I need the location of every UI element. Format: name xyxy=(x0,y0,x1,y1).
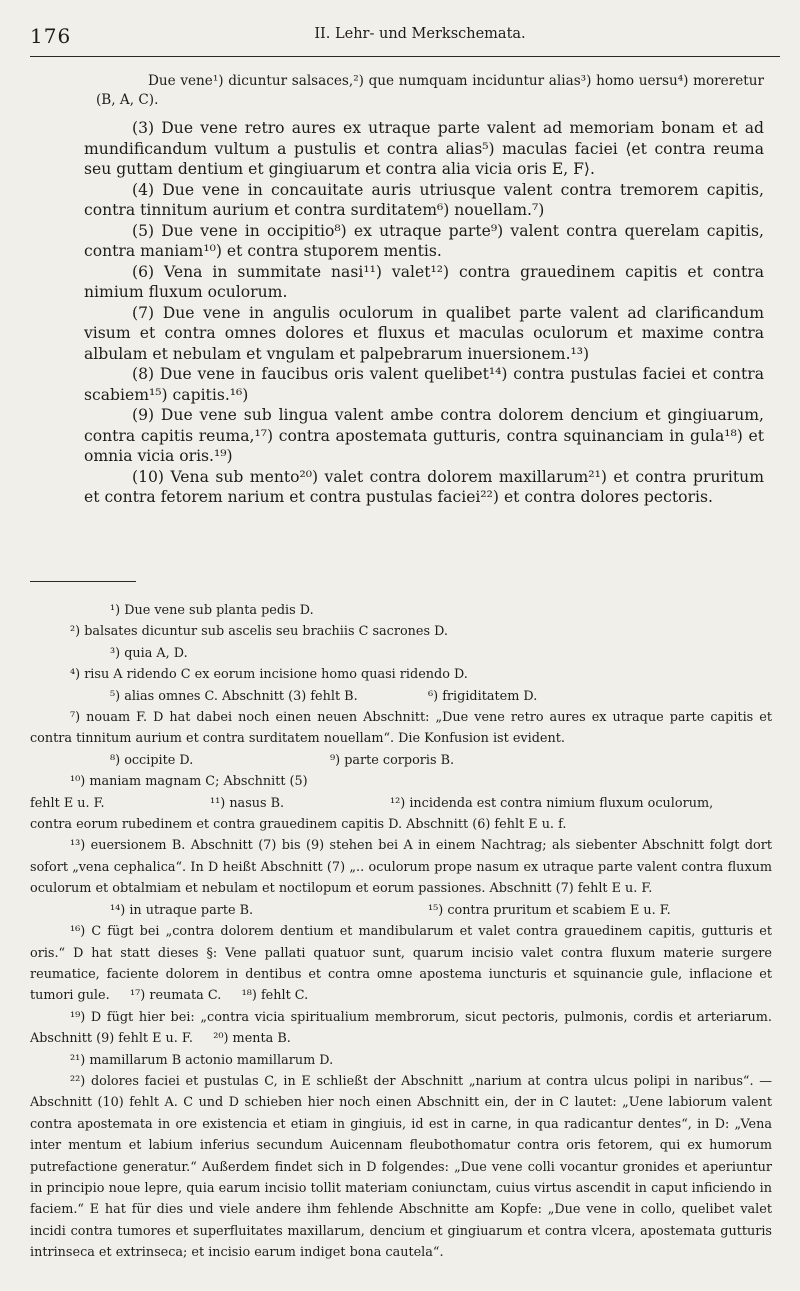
footnote-20: ²⁰) menta B. xyxy=(213,1031,291,1047)
footnote-16-text: ¹⁶) C fügt bei „contra dolorem dentium et mandibularum et valet contra grauedinem capitis, gutturis et oris.“ D hat statt dieses §: Vene pallati quatuor sunt, quarum incisio valet contra fluxum materie surgere reumatice, faciente dolorem in dentibus et contra omne apostema iuncturis et squinancie gule, inflacione et tumori gule. xyxy=(30,924,772,1004)
footnote-17: ¹⁷) reumata C. xyxy=(130,988,222,1004)
footnote-6: ⁶) frigiditatem D. xyxy=(428,688,538,704)
footnote-2: ²) balsates dicuntur sub ascelis seu brachiis C sacrones D. xyxy=(70,624,448,640)
footnote-row xyxy=(30,686,772,707)
footnotes xyxy=(30,600,772,1264)
paragraph-10: (10) Vena sub mento²⁰) valet contra dolorem maxillarum²¹) et contra pruritum et contra fetorem narium et contra pustulas faciei²²) et contra dolores pectoris. xyxy=(84,467,764,506)
footnote-12: ¹²) incidenda est contra nimium fluxum oculorum, xyxy=(390,795,714,811)
footnote-18: ¹⁸) fehlt C. xyxy=(241,988,309,1004)
footnote-14: ¹⁴) in utraque parte B. xyxy=(110,902,254,918)
running-head: II. Lehr- und Merkschemata. xyxy=(314,26,526,42)
footnote-3: ³) quia A, D. xyxy=(110,645,188,661)
paragraph-5: (5) Due vene in occipitio⁸) ex utraque parte⁹) valent contra querelam capitis, contra maniam¹⁰) et contra stuporem mentis. xyxy=(84,221,764,260)
paragraph-4: (4) Due vene in concauitate auris utriusque valent contra tremorem capitis, contra tinnitum aurium et contra surditatem⁶) nouellam.⁷) xyxy=(84,180,764,219)
footnote-16 xyxy=(30,921,772,1007)
page-number: 176 xyxy=(30,24,72,48)
paragraph-9: (9) Due vene sub lingua valent ambe contra dolorem dencium et gingiuarum, contra capitis reuma,¹⁷) contra apostemata gutturis, contra squinanciam in gula¹⁸) et omnia vicia oris.¹⁹) xyxy=(84,406,764,465)
footnote-15: ¹⁵) contra pruritum et scabiem E u. F. xyxy=(428,902,671,918)
footnote-7: ⁷) nouam F. D hat dabei noch einen neuen Abschnitt: „Due vene retro aures ex utraque parte capitis et contra tinnitum aurium et contra surditatem nouellam“. Die Konfusion ist evident. xyxy=(30,710,772,747)
footnote-row xyxy=(30,793,772,814)
footnote-4: ⁴) risu A ridendo C ex eorum incisione homo quasi ridendo D. xyxy=(70,667,468,683)
footnote-9: ⁹) parte corporis B. xyxy=(330,752,455,768)
paragraph-3: (3) Due vene retro aures ex utraque parte valent ad memoriam bonam et ad mundificandum vultum a pustulis et contra alias⁵) maculas faciei ⟨et contra reuma seu guttam dentium et gingiuarum et contra alia vicia oris E, F⟩. xyxy=(84,119,764,178)
footnote-5: ⁵) alias omnes C. Abschnitt (3) fehlt B. xyxy=(110,688,358,704)
footnote-12-cont: contra eorum rubedinem et contra grauedinem capitis D. Abschnitt (6) fehlt E u. f. xyxy=(30,817,567,833)
footnote-row xyxy=(30,643,772,686)
footnote-row xyxy=(30,600,772,643)
footnote-row xyxy=(30,900,772,921)
paragraph-6: (6) Vena in summitate nasi¹¹) valet¹²) contra grauedinem capitis et contra nimium fluxum oculorum. xyxy=(84,262,764,301)
main-text xyxy=(84,72,764,508)
footnote-1: ¹) Due vene sub planta pedis D. xyxy=(110,603,314,618)
footnote-21: ²¹) mamillarum B actonio mamillarum D. xyxy=(70,1052,334,1068)
footnote-13: ¹³) euersionem B. Abschnitt (7) bis (9) stehen bei A in einem Nachtrag; als siebenter Abschnitt folgt dort sofort „vena cephalica“. In D heißt Abschnitt (7) „.. oculorum prope nasum ex utraque parte valent contra fluxum oculorum et obtalmiam et nebulam et noctilopum et eorum passiones. Abschnitt (7) fehlt E u. F. xyxy=(30,838,772,897)
footnote-8: ⁸) occipite D. xyxy=(110,752,194,768)
paragraph-8: (8) Due vene in faucibus oris valent quelibet¹⁴) contra pustulas faciei et contra scabiem¹⁵) capitis.¹⁶) xyxy=(84,365,764,404)
footnote-19-text: ¹⁹) D fügt hier bei: „contra vicia spiritualium membrorum, sicut pectoris, pulmonis, cordis et arteriarum. Abschnitt (9) fehlt E u. F. xyxy=(30,1009,772,1047)
footnote-22: ²²) dolores faciei et pustulas C, in E schließt der Abschnitt „narium at contra ulcus polipi in naribus“. — Abschnitt (10) fehlt A. C und D schieben hier noch einen Abschnitt ein, der in C lautet: „Uene labiorum valent contra apostemata in ore existencia et etiam in gingiuis, id est in carne, in qua radicantur dentes“, in D: „Vena inter mentum et labium inferius secundum Auicennam fleubothomatur contra oris fetorem, qui ex humorum putrefactione generatur.“ Außerdem findet sich in D folgendes: „Due vene colli vocantur gronides et aperiuntur in principio noue lepre, quia earum incisio tollit materiam coniunctam, cuius virtus ascendit in caput inficiendo in faciem.“ E hat für dies und viele andere ihm fehlende Abschnitte am Kopfe: „Due vene in collo, quelibet valet incidi contra tumores et superfluitates maxillarum, dencium et gingiuarum et contra vlcera, apostemata gutturis intrinseca et extrinseca; et incisio earum indiget bona cautela“. xyxy=(30,1073,772,1261)
footnote-10: ¹⁰) maniam magnam C; Abschnitt (5) xyxy=(70,774,308,790)
footnote-11: ¹¹) nasus B. xyxy=(210,795,285,811)
footnote-10-cont: fehlt E u. F. xyxy=(30,795,105,811)
footnote-rule xyxy=(30,581,136,582)
paragraph-salsaces: Due vene¹) dicuntur salsaces,²) que numquam inciduntur alias³) homo uersu⁴) moreretur (B, A, C). xyxy=(96,73,764,108)
paragraph-7: (7) Due vene in angulis oculorum in qualibet parte valent ad clarificandum visum et contra omnes dolores et fluxus et maculas oculorum et maxime contra albulam et nebulam et vngulam et palpebrarum inuersionem.¹³) xyxy=(84,303,764,363)
footnote-row xyxy=(30,750,772,793)
header-rule xyxy=(30,56,780,57)
footnote-19 xyxy=(30,1007,772,1050)
